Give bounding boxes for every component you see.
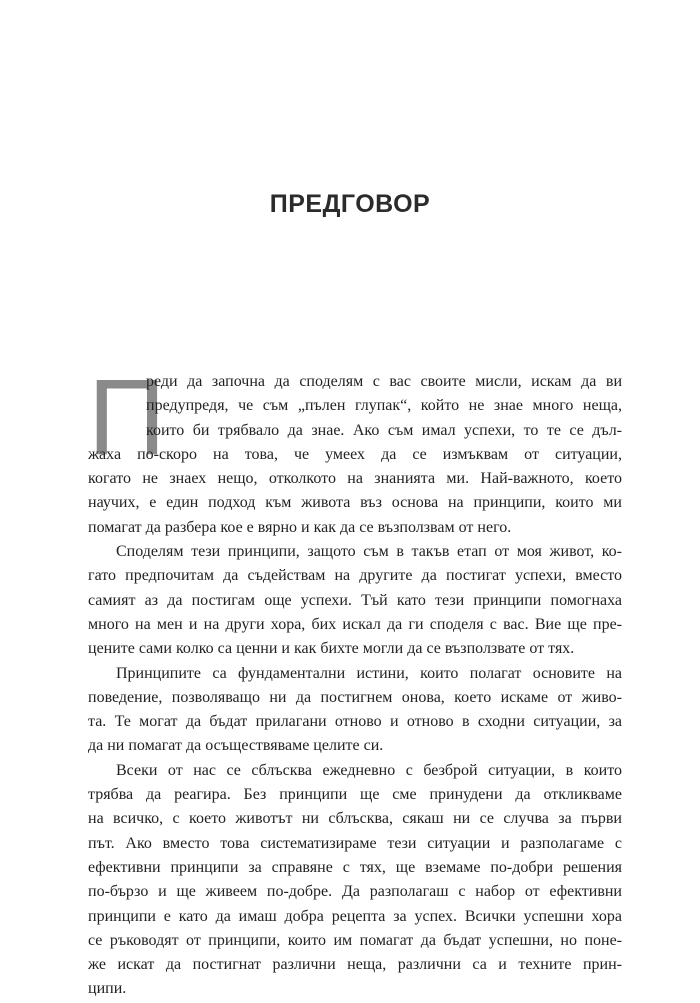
text-line: да ни помагат да осъществяваме целите си.: [88, 737, 384, 755]
text-line: се ръководят от принципи, които им помагат да бъдат успешни, но поне-: [88, 931, 622, 949]
text-line: трябва да реагира. Без принципи ще сме принудени да откликваме: [88, 786, 622, 804]
text-line: самият аз да постигам още успехи. Тъй като тези принципи помогнаха: [88, 591, 622, 609]
paragraph: [88, 356, 622, 540]
text-line: гато предпочитам да съдействам на другите да постигат успехи, вместо: [88, 567, 622, 585]
text-line: та. Те могат да бъдат прилагани отново и отново в сходни ситуации, за: [88, 713, 622, 731]
text-line: помагат да разбера кое е вярно и как да се възползвам от него.: [88, 518, 512, 536]
text-line: ципи.: [88, 980, 127, 998]
text-line: поведение, позволяващо ни да постигнем онова, което искаме от живо-: [88, 688, 622, 706]
paragraph: [88, 540, 622, 661]
page-title: ПРЕДГОВОР: [269, 190, 431, 218]
paragraph: [88, 759, 622, 1002]
text-line: Споделям тези принципи, защото съм в такъв етап от моя живот, ко-: [116, 543, 622, 561]
text-line: път. Ако вместо това систематизираме тези ситуации и разполагаме с: [88, 834, 622, 852]
text-line: же искат да постигнат различни неща, различни са и техните прин-: [88, 956, 622, 974]
drop-cap: П: [88, 356, 166, 477]
text-line: много на мен и на други хора, бих искал да ги споделя с вас. Вие ще пре-: [88, 615, 622, 633]
text-line: предупредя, че съм „пълен глупак“, който не знае много неща,: [146, 397, 622, 415]
text-line: научих, е един подход към живота въз основа на принципи, които ми: [88, 494, 622, 512]
text-line: по-бързо и ще живеем по-добре. Да разполагаш с набор от ефективни: [88, 883, 622, 901]
text-line: жаха по-скоро на това, че умеех да се измъквам от ситуации,: [88, 445, 622, 463]
text-line: цените сами колко са ценни и как бихте могли да се възползвате от тях.: [88, 640, 575, 658]
text-line: принципи е като да имаш добра рецепта за успех. Всички успешни хора: [88, 907, 622, 925]
text-line: на всичко, с което животът ни сблъсква, сякаш ни се случва за първи: [88, 810, 622, 828]
text-line: реди да започна да споделям с вас своите мисли, искам да ви: [146, 373, 622, 390]
text-line: когато не знаех нещо, отколкото на знанията ми. Най-важното, което: [88, 470, 622, 488]
text-line: Принципите са фундаментални истини, които полагат основите на: [116, 664, 622, 682]
preface-body: [88, 356, 622, 1002]
text-line: ефективни принципи за справяне с тях, ще вземаме по-добри решения: [88, 858, 622, 876]
paragraph: [88, 662, 622, 759]
text-line: Всеки от нас се сблъсква ежедневно с безброй ситуации, в които: [116, 761, 622, 779]
text-line: които би трябвало да знае. Ако съм имал успехи, то те се дъл-: [146, 421, 622, 439]
